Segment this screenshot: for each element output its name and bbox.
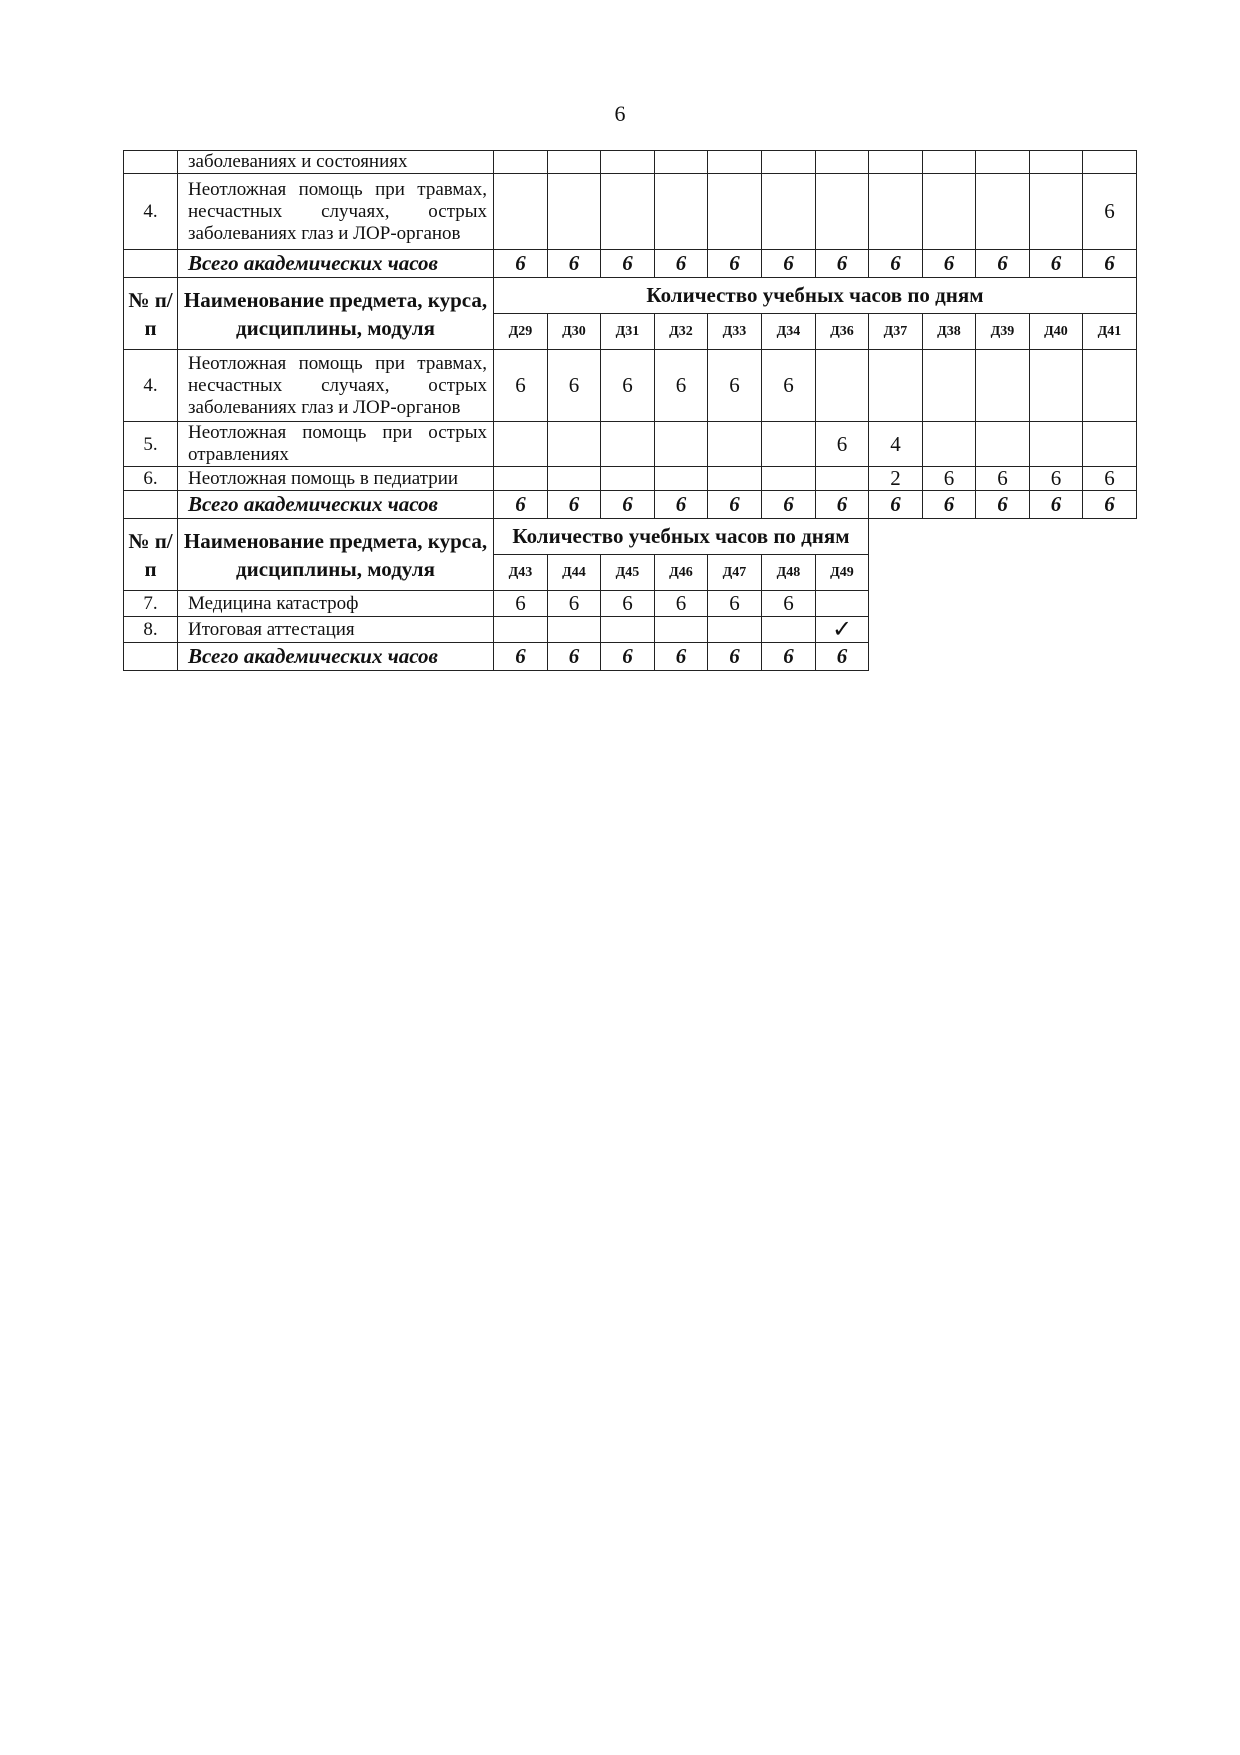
hours-cell: 6 xyxy=(655,591,708,617)
hours-cell xyxy=(1083,350,1137,422)
day-header: Д36 xyxy=(816,314,869,350)
hours-cell xyxy=(548,174,601,250)
day-header: Д34 xyxy=(762,314,816,350)
total-label: Всего академических часов xyxy=(178,491,494,519)
subject-name-cell: заболеваниях и состояниях xyxy=(178,151,494,174)
hours-cell xyxy=(1030,151,1083,174)
study-hours-table xyxy=(123,150,1137,671)
day-header: Д40 xyxy=(1030,314,1083,350)
subject-name-cell: Итоговая аттестация xyxy=(178,617,494,643)
hours-cell xyxy=(708,422,762,467)
hours-cell xyxy=(601,174,655,250)
subject-name-cell: Неотложная помощь при травмах, несчастных случаях, острых заболеваниях глаз и ЛОР-органов xyxy=(178,174,494,250)
total-row xyxy=(124,491,1137,519)
hours-cell xyxy=(762,174,816,250)
day-header: Д46 xyxy=(655,555,708,591)
total-row xyxy=(124,250,1137,278)
hours-cell xyxy=(655,467,708,491)
hours-cell xyxy=(1030,350,1083,422)
total-hours-cell: 6 xyxy=(1083,491,1137,519)
hours-cell: 4 xyxy=(869,422,923,467)
day-header: Д45 xyxy=(601,555,655,591)
hours-cell: 6 xyxy=(762,591,816,617)
hours-cell: 6 xyxy=(1083,174,1137,250)
total-hours-cell: 6 xyxy=(655,250,708,278)
hours-cell xyxy=(1030,422,1083,467)
row-number-cell xyxy=(124,491,178,519)
hours-cell xyxy=(708,467,762,491)
total-hours-cell: 6 xyxy=(762,250,816,278)
hours-cell: 6 xyxy=(923,467,976,491)
hours-cell xyxy=(1083,151,1137,174)
total-hours-cell: 6 xyxy=(1030,250,1083,278)
subject-name-cell: Неотложная помощь при травмах, несчастных случаях, острых заболеваниях глаз и ЛОР-органов xyxy=(178,350,494,422)
day-header: Д32 xyxy=(655,314,708,350)
empty-cell xyxy=(869,643,1137,671)
total-label: Всего академических часов xyxy=(178,250,494,278)
total-row xyxy=(124,643,1137,671)
hours-cell xyxy=(708,617,762,643)
hours-cell xyxy=(816,467,869,491)
hours-cell xyxy=(708,174,762,250)
row-number-cell: 4. xyxy=(124,350,178,422)
total-hours-cell: 6 xyxy=(548,250,601,278)
hours-cell xyxy=(976,174,1030,250)
hours-cell xyxy=(655,174,708,250)
total-hours-cell: 6 xyxy=(923,250,976,278)
header-hours-per-day: Количество учебных часов по дням xyxy=(494,278,1137,314)
hours-cell: 6 xyxy=(976,467,1030,491)
row-number-cell: 4. xyxy=(124,174,178,250)
hours-cell xyxy=(869,174,923,250)
table-row xyxy=(124,174,1137,250)
day-header: Д37 xyxy=(869,314,923,350)
row-number-cell xyxy=(124,643,178,671)
hours-cell xyxy=(494,174,548,250)
total-hours-cell: 6 xyxy=(548,491,601,519)
table-row xyxy=(124,467,1137,491)
hours-cell xyxy=(548,151,601,174)
day-header: Д49 xyxy=(816,555,869,591)
checkmark-icon: ✓ xyxy=(816,617,869,643)
header-row xyxy=(124,278,1137,314)
hours-cell xyxy=(816,174,869,250)
total-hours-cell: 6 xyxy=(601,643,655,671)
page-number: 6 xyxy=(614,101,626,126)
total-hours-cell: 6 xyxy=(816,491,869,519)
hours-cell xyxy=(548,422,601,467)
hours-cell xyxy=(494,467,548,491)
total-hours-cell: 6 xyxy=(494,250,548,278)
hours-cell xyxy=(762,151,816,174)
hours-cell xyxy=(601,151,655,174)
hours-cell: 2 xyxy=(869,467,923,491)
day-header: Д48 xyxy=(762,555,816,591)
hours-cell: 6 xyxy=(708,591,762,617)
hours-cell xyxy=(923,422,976,467)
hours-cell xyxy=(548,467,601,491)
total-hours-cell: 6 xyxy=(816,250,869,278)
header-number: № п/п xyxy=(124,519,178,591)
hours-cell xyxy=(1030,174,1083,250)
total-hours-cell: 6 xyxy=(708,250,762,278)
empty-cell xyxy=(869,519,1137,555)
hours-cell xyxy=(655,151,708,174)
table-row xyxy=(124,591,1137,617)
table-row xyxy=(124,350,1137,422)
day-header: Д31 xyxy=(601,314,655,350)
hours-cell: 6 xyxy=(548,350,601,422)
hours-cell xyxy=(923,151,976,174)
row-number-cell: 6. xyxy=(124,467,178,491)
hours-cell xyxy=(1083,422,1137,467)
hours-cell: 6 xyxy=(762,350,816,422)
total-hours-cell: 6 xyxy=(762,491,816,519)
hours-cell: 6 xyxy=(494,350,548,422)
total-hours-cell: 6 xyxy=(1030,491,1083,519)
hours-cell: 6 xyxy=(601,350,655,422)
total-hours-cell: 6 xyxy=(494,643,548,671)
hours-cell xyxy=(762,422,816,467)
hours-cell: 6 xyxy=(601,591,655,617)
total-label: Всего академических часов xyxy=(178,643,494,671)
hours-cell xyxy=(816,151,869,174)
hours-cell xyxy=(601,617,655,643)
hours-cell: 6 xyxy=(1083,467,1137,491)
table-row xyxy=(124,617,1137,643)
total-hours-cell: 6 xyxy=(601,491,655,519)
header-hours-per-day: Количество учебных часов по дням xyxy=(494,519,869,555)
total-hours-cell: 6 xyxy=(976,250,1030,278)
hours-cell: 6 xyxy=(708,350,762,422)
table-row xyxy=(124,151,1137,174)
hours-cell: 6 xyxy=(816,422,869,467)
total-hours-cell: 6 xyxy=(655,491,708,519)
hours-cell xyxy=(976,350,1030,422)
row-number-cell: 5. xyxy=(124,422,178,467)
table-row xyxy=(124,422,1137,467)
hours-cell: 6 xyxy=(1030,467,1083,491)
row-number-cell: 7. xyxy=(124,591,178,617)
total-hours-cell: 6 xyxy=(708,643,762,671)
hours-cell xyxy=(923,350,976,422)
day-header: Д39 xyxy=(976,314,1030,350)
total-hours-cell: 6 xyxy=(762,643,816,671)
header-subject-name: Наименование предмета, курса, дисциплины, модуля xyxy=(178,278,494,350)
total-hours-cell: 6 xyxy=(869,250,923,278)
total-hours-cell: 6 xyxy=(494,491,548,519)
row-number-cell xyxy=(124,151,178,174)
table-body xyxy=(124,151,1137,671)
subject-name-cell: Медицина катастроф xyxy=(178,591,494,617)
day-header: Д47 xyxy=(708,555,762,591)
empty-cell xyxy=(869,591,1137,617)
hours-cell xyxy=(816,350,869,422)
day-header: Д30 xyxy=(548,314,601,350)
row-number-cell xyxy=(124,250,178,278)
subject-name-cell: Неотложная помощь при острых отравлениях xyxy=(178,422,494,467)
hours-cell xyxy=(655,422,708,467)
hours-cell xyxy=(601,467,655,491)
hours-cell xyxy=(869,151,923,174)
day-header: Д44 xyxy=(548,555,601,591)
day-header: Д43 xyxy=(494,555,548,591)
total-hours-cell: 6 xyxy=(655,643,708,671)
hours-cell xyxy=(548,617,601,643)
hours-cell xyxy=(494,617,548,643)
hours-cell xyxy=(762,617,816,643)
day-header: Д38 xyxy=(923,314,976,350)
total-hours-cell: 6 xyxy=(708,491,762,519)
total-hours-cell: 6 xyxy=(601,250,655,278)
total-hours-cell: 6 xyxy=(923,491,976,519)
hours-cell xyxy=(655,617,708,643)
total-hours-cell: 6 xyxy=(1083,250,1137,278)
hours-cell xyxy=(976,422,1030,467)
total-hours-cell: 6 xyxy=(548,643,601,671)
header-row xyxy=(124,519,1137,555)
total-hours-cell: 6 xyxy=(869,491,923,519)
hours-cell xyxy=(923,174,976,250)
header-subject-name: Наименование предмета, курса, дисциплины, модуля xyxy=(178,519,494,591)
hours-cell: 6 xyxy=(494,591,548,617)
day-header: Д41 xyxy=(1083,314,1137,350)
total-hours-cell: 6 xyxy=(976,491,1030,519)
hours-cell xyxy=(601,422,655,467)
hours-cell xyxy=(976,151,1030,174)
subject-name-cell: Неотложная помощь в педиатрии xyxy=(178,467,494,491)
total-hours-cell: 6 xyxy=(816,643,869,671)
hours-cell xyxy=(869,350,923,422)
empty-cell xyxy=(869,617,1137,643)
empty-cell xyxy=(869,555,1137,591)
hours-cell: 6 xyxy=(655,350,708,422)
day-header: Д29 xyxy=(494,314,548,350)
hours-cell xyxy=(494,151,548,174)
row-number-cell: 8. xyxy=(124,617,178,643)
hours-cell: 6 xyxy=(548,591,601,617)
day-header: Д33 xyxy=(708,314,762,350)
header-number: № п/п xyxy=(124,278,178,350)
hours-cell xyxy=(762,467,816,491)
hours-cell xyxy=(708,151,762,174)
hours-cell xyxy=(494,422,548,467)
hours-cell xyxy=(816,591,869,617)
